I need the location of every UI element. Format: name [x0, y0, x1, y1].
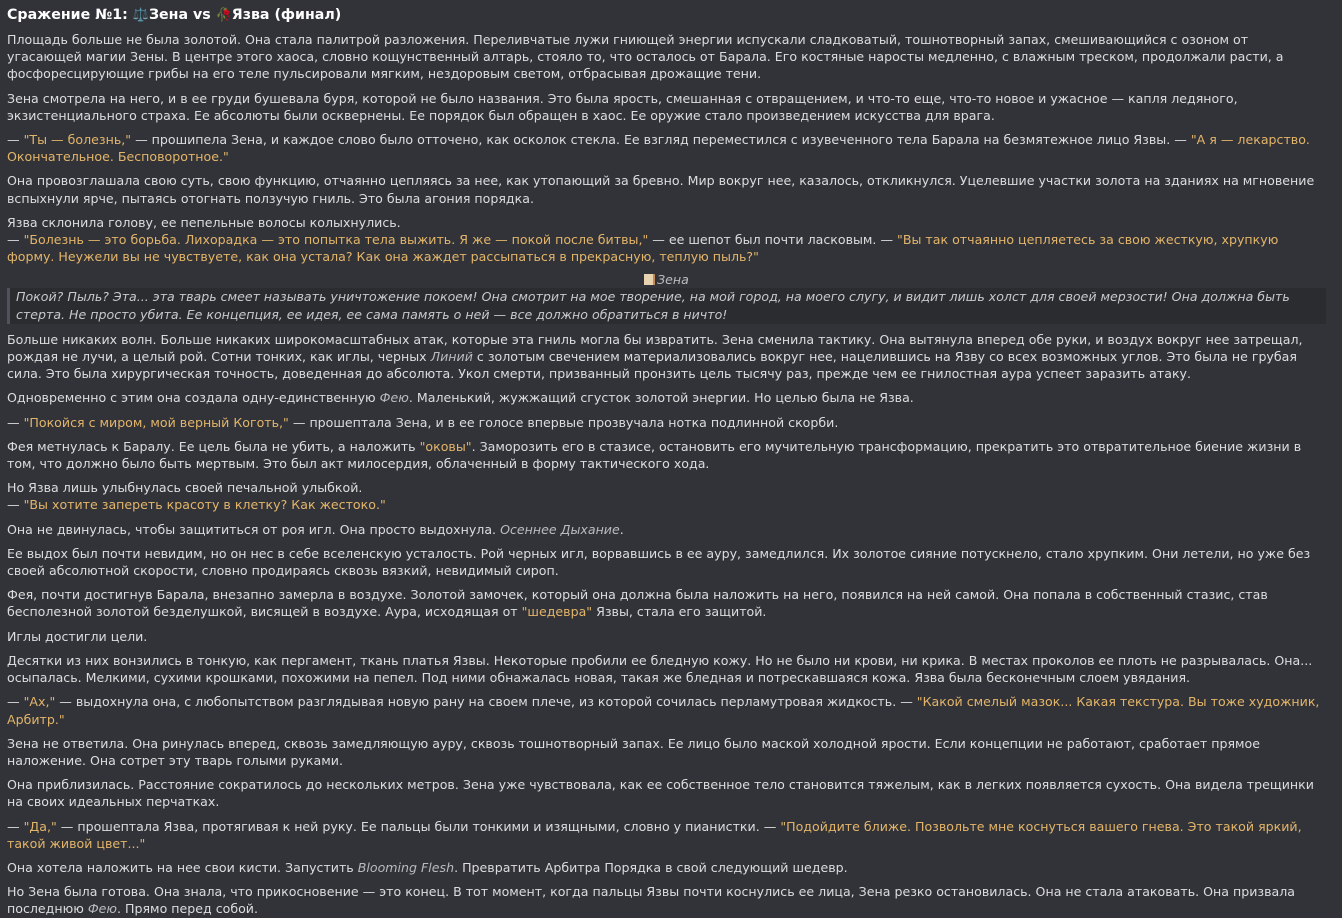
- text-span: .: [619, 521, 624, 537]
- paragraph-2: Зена смотрела на него, и в ее груди бушевала буря, которой не было названия. Это была ярость, смешанная с отвращением, и что-то еще, что-то новое и ужасное — капля ледяного, экзистенциального страха. Ее абсолюты были осквернены. Ее порядок был обращен в хаос. Ее оружие стало произведением искусства для врага.: [7, 90, 1238, 123]
- paragraph-1: Площадь больше не была золотой. Она стала палитрой разложения. Переливчатые лужи гниющей энергии испускали сладковатый, тошнотворный запах, смешивающийся с озоном от угасающей магии Зены. В центре этого хаоса, словно кощунственный алтарь, стояло то, что осталось от Барала. Его костяные наросты медленно, с влажным треском, продолжали расти, а фосфоресцирующие грибы на его теле пульсировали мягким, нездоровым светом, отбрасывая дрожащие тени.: [7, 32, 1284, 82]
- paragraph-4: Она провозглашала свою суть, свою функцию, отчаянно цепляясь за нее, как утопающий за бревно. Мир вокруг нее, казалось, откликнулся. Уцелевшие участки золота на зданиях на мгновение вспыхнули ярче, пытаясь отогнать ползучую гниль. Это была агония порядка.: [7, 173, 1315, 206]
- text-span: —: [7, 694, 24, 710]
- text-span: . Заморозить его в стазисе, остановить его мучительную трансформацию, прекратить это отвратительное биение жизни в том, что должно было быть мертвым. Это был акт милосердия, облаченный в форму тактического хода.: [7, 438, 1302, 472]
- paragraph-8: [7, 414, 1326, 431]
- text-span: Фея метнулась к Баралу. Ее цель была не убить, а наложить: [7, 438, 420, 454]
- quote-span: "Да,": [23, 818, 57, 834]
- quote-span: "Покойся с миром, мой верный Коготь,": [23, 414, 289, 430]
- text-span: . Маленький, жужжащий сгусток золотой энергии. Но целью была не Язва.: [408, 390, 914, 406]
- text-span: — прошептала Язва, протягивая к ней руку. Ее пальцы были тонкими и изящными, словно у пианистки. —: [56, 818, 781, 834]
- paragraph-19: [7, 818, 1326, 852]
- paragraph-12: Ее выдох был почти невидим, но он нес в себе вселенскую усталость. Рой черных игл, ворвавшись в ее ауру, замедлился. Их золотое сияние потускнело, стало хрупким. Они летели, но уже без своей абсолютной скорости, словно продираясь сквозь вязкий, невидимый сироп.: [7, 545, 1311, 579]
- paragraph-14: Иглы достигли цели.: [7, 628, 148, 644]
- quote-span: "Ты — болезнь,": [23, 132, 132, 148]
- text-span: — прошипела Зена, и каждое слово было отточено, как осколок стекла. Ее взгляд переместился с изувеченного тела Барала на безмятежное лицо Язвы. —: [131, 132, 1191, 148]
- text-line: Но Язва лишь улыбнулась своей печальной улыбкой.: [7, 480, 363, 496]
- title-vs: vs: [188, 7, 216, 23]
- paragraph-13: [7, 586, 1326, 620]
- italic-term: Осеннее Дыхание: [500, 521, 620, 537]
- paragraph-11: [7, 521, 1326, 538]
- paragraph-16: [7, 693, 1326, 727]
- title-name2: Язва (финал): [231, 7, 342, 23]
- text-span: Фея, почти достигнув Барала, внезапно замерла в воздухе. Золотой замочек, который она должна была наложить на него, появился на ней самой. Она попала в собственный стазис, став бесполезной золотой безделушкой, висящей в воздухе. Аура, исходящая от: [7, 587, 1268, 620]
- paragraph-7: [7, 389, 1326, 406]
- scroll-icon: [644, 274, 655, 285]
- paragraph-9: [7, 438, 1326, 472]
- italic-term: Blooming Flesh: [357, 859, 455, 875]
- text-span: . Прямо перед собой.: [117, 901, 258, 917]
- text-span: . Превратить Арбитра Порядка в свой следующий шедевр.: [454, 859, 848, 875]
- thought-blockquote: Покой? Пыль? Эта... эта тварь смеет называть уничтожение покоем! Она смотрит на мое творение, на мой город, на моего слугу, и видит лишь холст для своей мерзости! Она должна быть стерта. Не просто убита. Ее концепция, ее идея, ее сама память о ней — все должно обратиться в ничто!: [7, 288, 1326, 323]
- title-name1: Зена: [148, 7, 189, 23]
- text-span: —: [7, 132, 24, 148]
- text-span: —: [7, 232, 24, 248]
- text-span: Язвы, стала его защитой.: [592, 604, 767, 620]
- text-span: Больше никаких волн. Больше никаких широкомасштабных атак, которые эта гниль могла бы извратить. Зена сменила тактику. Она вытянула вперед обе руки, и воздух вокруг нее затрещал, рождая не лучи, а целый рой. Сотни тонких, как иглы, черных: [7, 331, 1303, 365]
- quote-span: "Вы так отчаянно цепляетесь за свою жесткую, хрупкую форму. Неужели вы не чувствуете, как она устала? Как она жаждет рассыпаться в прекрасную, теплую пыль?": [7, 232, 1279, 265]
- title-prefix: Сражение №1:: [7, 7, 133, 23]
- quote-span: "Болезнь — это борьба. Лихорадка — это попытка тела выжить. Я же — покой после битвы,": [23, 232, 649, 248]
- text-span: —: [7, 414, 24, 430]
- quote-span: "Какой смелый мазок... Какая текстура. Вы тоже художник, Арбитр.": [7, 694, 1320, 727]
- quote-span: "Ах,": [23, 694, 56, 710]
- text-line: Язва склонила голову, ее пепельные волосы колыхнулись.: [7, 214, 401, 230]
- quote-span: "А я — лекарство. Окончательное. Бесповоротное.": [7, 132, 1310, 165]
- text-span: с золотым свечением материализовались вокруг нее, нацелившись на Язву со всех возможных углов. Это была не грубая сила. Это была хирургическая точность, доведенная до абсолюта. Укол смерти, призванный пронзить цель тысячу раз, прежде чем ее гнилостная аура успеет заразить атаку.: [7, 349, 1297, 382]
- thought-speaker: Зена: [657, 272, 689, 288]
- quote-span: "Вы хотите запереть красоту в клетку? Как жестоко.": [23, 497, 386, 513]
- text-span: —: [7, 497, 24, 513]
- text-span: Она хотела наложить на нее свои кисти. Запустить: [7, 859, 358, 875]
- text-span: Она не двинулась, чтобы защититься от роя игл. Она просто выдохнула.: [7, 521, 501, 537]
- italic-term: Линий: [430, 349, 473, 365]
- quote-span: "Подойдите ближе. Позвольте мне коснуться вашего гнева. Это такой яркий, такой живой цвет...": [7, 818, 1302, 851]
- paragraph-21: [7, 883, 1326, 917]
- paragraph-5: [7, 214, 1326, 266]
- text-span: — выдохнула она, с любопытством разглядывая новую рану на своем плече, из которой сочилась перламутровая жидкость. —: [55, 694, 917, 710]
- text-span: — ее шепот был почти ласковым. —: [648, 232, 898, 248]
- scales-icon: ⚖️: [132, 8, 149, 23]
- quote-span: "шедевра": [521, 604, 593, 620]
- paragraph-15: Десятки из них вонзились в тонкую, как пергамент, ткань платья Язвы. Некоторые пробили ее бледную кожу. Но не было ни крови, ни крика. В местах проколов ее плоть не разрывалась. Она... осыпалась. Мелкими, сухими крошками, похожими на пепел. Под ними обнажалась новая, такая же бледная и потрескавшаяся кожа. Язва была бесконечным слоем увядания.: [7, 652, 1313, 686]
- text-span: — прошептала Зена, и в ее голосе впервые прозвучала нотка подлинной скорби.: [288, 414, 839, 430]
- quote-span: "оковы": [419, 438, 472, 454]
- paragraph-10: [7, 479, 1326, 513]
- paragraph-17: Зена не ответила. Она ринулась вперед, сквозь замедляющую ауру, сквозь тошнотворный запах. Ее лицо было маской холодной ярости. Если концепции не работают, сработает прямое наложение. Она сотрет эту тварь голыми руками.: [7, 735, 1260, 768]
- paragraph-3: [7, 131, 1326, 165]
- paragraph-6: [7, 331, 1326, 383]
- wilted-rose-icon: 🥀: [215, 8, 232, 23]
- text-span: —: [7, 818, 24, 834]
- text-span: Но Зена была готова. Она знала, что прикосновение — это конец. В тот момент, когда пальцы Язвы почти коснулись ее лица, Зена резко остановилась. Она не стала атаковать. Она призвала последнюю: [7, 884, 1296, 917]
- battle-title: [7, 6, 1326, 25]
- italic-term: Фею: [379, 390, 409, 406]
- paragraph-18: Она приблизилась. Расстояние сократилось до нескольких метров. Зена уже чувствовала, как ее собственное тело становится тяжелым, как в легких появляется сухость. Она видела трещинки на своих идеальных перчатках.: [7, 777, 1314, 810]
- text-span: Одновременно с этим она создала одну-единственную: [7, 390, 380, 406]
- thought-header: [7, 272, 1326, 288]
- italic-term: Фею: [87, 901, 118, 917]
- paragraph-20: [7, 859, 1326, 876]
